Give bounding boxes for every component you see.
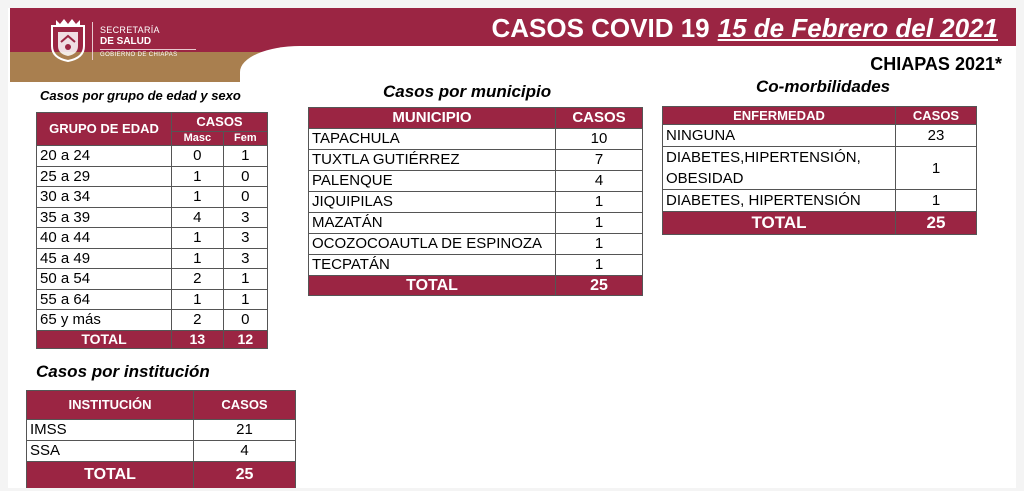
age-sex-table [36,112,268,349]
table-row [663,190,977,212]
institution-table [26,390,296,488]
table-row [663,147,977,190]
age-group-cell: 35 a 39 [37,207,172,228]
total-value: 25 [896,212,977,235]
disease-name-cell: DIABETES,HIPERTENSIÓN, OBESIDAD [663,147,896,190]
municipality-cases-cell: 1 [556,255,643,276]
total-label: TOTAL [663,212,896,235]
table-row [37,207,268,228]
female-cell: 1 [223,146,267,167]
age-group-cell: 55 a 64 [37,289,172,310]
total-value: 25 [556,276,643,296]
total-label: TOTAL [309,276,556,296]
age-group-cell: 45 a 49 [37,248,172,269]
disease-name-cell: DIABETES, HIPERTENSIÓN [663,190,896,212]
secretaria-de-salud-logo [48,16,198,66]
male-cell: 2 [172,269,224,290]
institution-name-cell: IMSS [27,420,194,441]
col-header-female: Fem [223,132,267,146]
table-total-row [663,212,977,235]
municipality-cases-cell: 4 [556,171,643,192]
table-total-row [37,330,268,348]
female-cell: 0 [223,187,267,208]
municipality-name-cell: TUXTLA GUTIÉRREZ [309,150,556,171]
municipality-name-cell: JIQUIPILAS [309,192,556,213]
age-group-cell: 40 a 44 [37,228,172,249]
disease-cases-cell: 23 [896,125,977,147]
male-cell: 2 [172,310,224,331]
table-row [27,441,296,462]
table-row [27,420,296,441]
table-row [37,248,268,269]
page-title [491,13,998,44]
coat-of-arms-icon [48,16,88,62]
municipality-name-cell: TAPACHULA [309,129,556,150]
col-header-institution: INSTITUCIÓN [27,391,194,420]
table-header-row [27,391,296,420]
logo-text-de-salud: DE SALUD [100,36,152,47]
col-header-cases: CASOS [194,391,296,420]
table-header-row [37,113,268,132]
age-group-cell: 50 a 54 [37,269,172,290]
col-header-cases: CASOS [556,108,643,129]
age-group-cell: 30 a 34 [37,187,172,208]
table-row [37,269,268,290]
male-cell: 1 [172,289,224,310]
municipality-name-cell: PALENQUE [309,171,556,192]
male-cell: 1 [172,166,224,187]
municipality-cases-cell: 1 [556,234,643,255]
table-row [37,228,268,249]
female-cell: 0 [223,166,267,187]
male-cell: 4 [172,207,224,228]
col-header-male: Masc [172,132,224,146]
col-header-cases: CASOS [896,107,977,125]
col-header-municipality: MUNICIPIO [309,108,556,129]
table-row [663,125,977,147]
table-total-row [309,276,643,296]
female-cell: 3 [223,248,267,269]
disease-cases-cell: 1 [896,190,977,212]
disease-cases-cell: 1 [896,147,977,190]
total-male: 13 [172,330,224,348]
header-banner [10,8,1016,84]
male-cell: 1 [172,228,224,249]
title-date: 15 de Febrero del 2021 [717,13,998,43]
female-cell: 1 [223,269,267,290]
title-text: CASOS COVID 19 [491,13,710,43]
col-header-disease: ENFERMEDAD [663,107,896,125]
total-value: 25 [194,462,296,489]
municipality-cases-cell: 1 [556,192,643,213]
municipality-cases-cell: 7 [556,150,643,171]
municipality-table [308,107,643,296]
female-cell: 3 [223,207,267,228]
male-cell: 0 [172,146,224,167]
logo-text-gobierno: GOBIERNO DE CHIAPAS [100,52,178,58]
table-row [37,146,268,167]
total-female: 12 [223,330,267,348]
municipality-cases-cell: 10 [556,129,643,150]
age-table-caption: Casos por grupo de edad y sexo [40,88,241,103]
municipality-table-caption: Casos por municipio [383,82,552,101]
institution-name-cell: SSA [27,441,194,462]
municipality-name-cell: OCOZOCOAUTLA DE ESPINOZA [309,234,556,255]
table-header-row [309,108,643,129]
municipality-name-cell: MAZATÁN [309,213,556,234]
total-label: TOTAL [37,330,172,348]
disease-name-cell: NINGUNA [663,125,896,147]
table-row [309,150,643,171]
comorbidity-table-caption: Co-morbilidades [756,77,891,96]
comorbidity-table [662,106,977,235]
age-group-cell: 20 a 24 [37,146,172,167]
table-row [309,255,643,276]
table-row [309,171,643,192]
institution-cases-cell: 21 [194,420,296,441]
logo-text-secretaria: SECRETARÍA [100,25,160,35]
female-cell: 3 [223,228,267,249]
table-header-row [663,107,977,125]
logo-separator [100,49,196,50]
institution-cases-cell: 4 [194,441,296,462]
table-row [309,213,643,234]
table-row [37,166,268,187]
table-row [309,234,643,255]
female-cell: 1 [223,289,267,310]
total-label: TOTAL [27,462,194,489]
table-row [309,129,643,150]
male-cell: 1 [172,248,224,269]
male-cell: 1 [172,187,224,208]
municipality-cases-cell: 1 [556,213,643,234]
page-subtitle: CHIAPAS 2021* [870,54,1002,74]
table-row [37,310,268,331]
table-row [309,192,643,213]
logo-divider [92,22,93,60]
institution-table-caption: Casos por institución [36,362,210,381]
table-total-row [27,462,296,489]
col-header-age-group: GRUPO DE EDAD [37,113,172,146]
table-row [37,289,268,310]
col-header-cases: CASOS [172,113,268,132]
page [8,8,1016,488]
table-row [37,187,268,208]
age-group-cell: 65 y más [37,310,172,331]
age-group-cell: 25 a 29 [37,166,172,187]
female-cell: 0 [223,310,267,331]
municipality-name-cell: TECPATÁN [309,255,556,276]
